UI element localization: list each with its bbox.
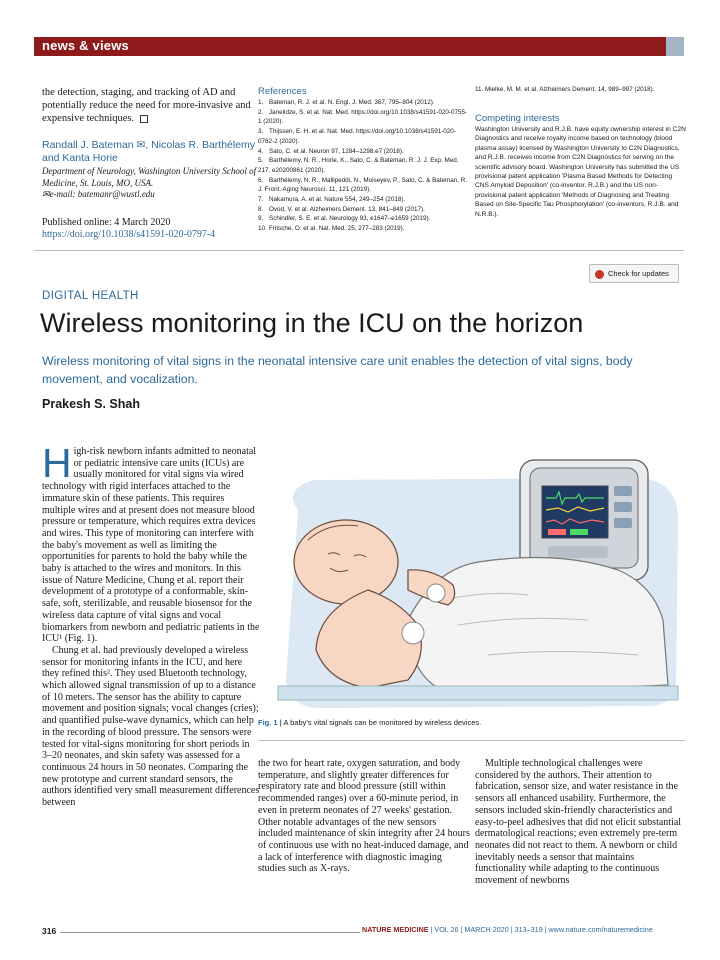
- figure-label: Fig. 1 |: [258, 718, 282, 727]
- mattress: [278, 686, 678, 700]
- body-column-3: Multiple technological challenges were considered by the authors. Their attention to fabrication, sensor size, and water resistance in the sensors all enhanced usability. Furthermore, the sensors included skin-friendly characteristics and easy-to-peel adhesives that did not elicit substantial dermatological reactions; even extremely pre-term neonates did not react to them. A newborn or child inevitably needs a sensor that maintains functionality while adapting to the continuous movement of newborns: [475, 758, 682, 887]
- reference-item: 2. Janelidze, S. et al. Nat. Med. https://doi.org/10.1038/s41591-020-0755-1 (2020).: [258, 108, 468, 126]
- footer-journal-info: [362, 925, 653, 934]
- body-column-2: the two for heart rate, oxygen saturation, and body temperature, and slightly greater differences for respiratory rate and blood pressure (still within recommended ranges) over a 60-minute period, in even in preterm neonates of 27 weeks' gestation. Other notable advantages of the new sensors included maintenance of skin integrity after 24 hours of continuous use with no heat-induced damage, and a lack of interference with diagnostic imaging studies such as X-rays.: [258, 758, 470, 875]
- wireless-sensor-neck: [427, 584, 445, 602]
- section-divider: [34, 250, 684, 251]
- footer-issue-meta[interactable]: | VOL 26 | MARCH 2020 | 313–319 | www.nature.com/naturemedicine: [430, 925, 653, 934]
- competing-interests-text: Washington University and R.J.B. have equity ownership interest in C2N Diagnostics and receive royalty income based on technology (blood plasma assay) licensed by Washington University to C2N Diagnostics, and R.J.B. receives income from C2N Diagnostics for serving on the scientific advisory board. Washington University has submitted the US provisional patent application 'Plasma Based Methods for Detecting CNS Amyloid Deposition' (co-inventor, R.J.B.) and the US non-provisional patent application 'Methods of Diagnosing and Treating Based on Site-Specific Tau Phosphorylation' (co-inventors, R.J.B. and N.R.B.).: [475, 126, 686, 218]
- reference-item: 9. Schindler, S. E. et al. Neurology 93, e1647–e1659 (2019).: [258, 215, 431, 223]
- footer-journal-name: NATURE MEDICINE: [362, 925, 429, 934]
- check-updates-label: Check for updates: [608, 269, 669, 278]
- reference-item: 7. Nakamura, A. et al. Nature 554, 249–254 (2018).: [258, 196, 406, 204]
- article-byline: Prakesh S. Shah: [42, 397, 140, 411]
- blanket: [408, 558, 668, 689]
- references-list: [258, 98, 468, 234]
- reference-item: 4. Sato, C. et al. Neuron 97, 1284–1298.e7 (2018).: [258, 147, 404, 155]
- references-heading: References: [258, 86, 307, 97]
- previous-article-text: the detection, staging, and tracking of AD and potentially reduce the need for more-invasive and expensive techniques.: [42, 87, 251, 124]
- competing-interests-heading: Competing interests: [475, 113, 560, 124]
- wireless-sensor-chest: [402, 622, 424, 644]
- figure-illustration: [258, 450, 688, 708]
- publication-info: [42, 217, 262, 241]
- previous-article-tail: [42, 86, 262, 125]
- published-date: Published online: 4 March 2020: [42, 217, 171, 228]
- reference-item: 5. Barthélemy, N. R., Horie, K., Sato, C. & Bateman, R. J. J. Exp. Med. 217, e20200861 (2020).: [258, 157, 459, 174]
- header-band-tab: [666, 37, 684, 56]
- doi-link[interactable]: https://doi.org/10.1038/s41591-020-0797-4: [42, 229, 216, 240]
- header-band: [34, 37, 684, 56]
- reference-item: 10. Fritsche, O. et al. Nat. Med. 25, 277–283 (2019).: [258, 225, 405, 233]
- body-column-1: [42, 440, 260, 809]
- section-header-label: news & views: [42, 38, 129, 53]
- figure-caption: [258, 718, 683, 727]
- previous-authors: Randall J. Bateman ✉, Nicolas R. Barthélemy and Kanta Horie: [42, 139, 256, 164]
- reference-item: 1. Bateman, R. J. et al. N. Engl. J. Med. 367, 795–804 (2012).: [258, 99, 435, 106]
- reference-item: 3. Thijssen, E. H. et al. Nat. Med. https://doi.org/10.1038/s41591-020-0762-2 (2020).: [258, 128, 456, 145]
- reference-item-11: 11. Mielke, M. M. et al. Alzheimers Dement. 14, 989–997 (2018).: [475, 86, 655, 93]
- article-title: Wireless monitoring in the ICU on the horizon: [40, 308, 584, 338]
- updates-badge-icon: [595, 270, 604, 279]
- reference-item: 6. Barthélemy, N. R., Mallipeddi, N., Moiseyev, P., Sato, C. & Bateman, R. J. Front. Aging Neurosci. 11, 121 (2019).: [258, 176, 468, 194]
- reference-item: 8. Ovod, V. et al. Alzheimers Dement. 13, 841–849 (2017).: [258, 205, 425, 213]
- previous-affiliation: [42, 166, 262, 201]
- footer-rule: [60, 932, 360, 933]
- body-paragraph: High-risk newborn infants admitted to neonatal or pediatric intensive care units (ICUs) are usually monitored for vital signs via wired technology with rigid interfaces attached to the immature skin of these patients. This requires multiple wires and at present does not measure blood pressure or temperature, which requires extra devices and wires. This type of monitoring can interfere with the baby's movement as well as limiting the opportunities for parents to hold the baby while the baby is attached to the wires and monitors. In this issue of Nature Medicine, Chung et al. report their development of a prototype of a conformable, skin-safe, soft, sterilizable, and reusable biosensor for the wireless data capture of vital signs and vocal biomarkers from newborn and pediatric patients in the ICU¹ (Fig. 1).: [42, 440, 260, 645]
- body-paragraph: Chung et al. had previously developed a wireless sensor for monitoring infants in the ICU, and here they refined this². They used Bluetooth technology, which allowed signal transmission of up to a distance of 10 meters. The sensor has the ability to capture movement and position signals; vocal changes (cries); and quantified pulse-wave dynamics, which can help in the recording of blood pressure. The sensors were tested for vital-signs monitoring for short periods in 3–20 neonates, and skin safety was assessed for a continuous 24 hours in 50 neonates. Comparing the new prototype and current standard sensors, the authors identified very small measurement differences between: [42, 644, 260, 809]
- figure-caption-text: A baby's vital signals can be monitored by wireless devices.: [283, 718, 482, 727]
- drop-cap: H: [42, 440, 72, 486]
- end-mark-icon: [140, 115, 148, 123]
- figure-divider: [258, 740, 685, 741]
- author-email[interactable]: ✉e-mail: batemanr@wustl.edu: [42, 189, 155, 199]
- affiliation-text: Department of Neurology, Washington University School of Medicine, St. Louis, MO, USA.: [42, 166, 257, 188]
- article-standfirst: Wireless monitoring of vital signs in the neonatal intensive care unit enables the detection of vital signs, body movement, and vocalization.: [42, 354, 633, 386]
- check-updates-button[interactable]: [589, 264, 679, 283]
- page-number: 316: [42, 926, 57, 936]
- article-section-label: DIGITAL HEALTH: [42, 290, 139, 302]
- baby-monitor-illustration: [258, 450, 688, 708]
